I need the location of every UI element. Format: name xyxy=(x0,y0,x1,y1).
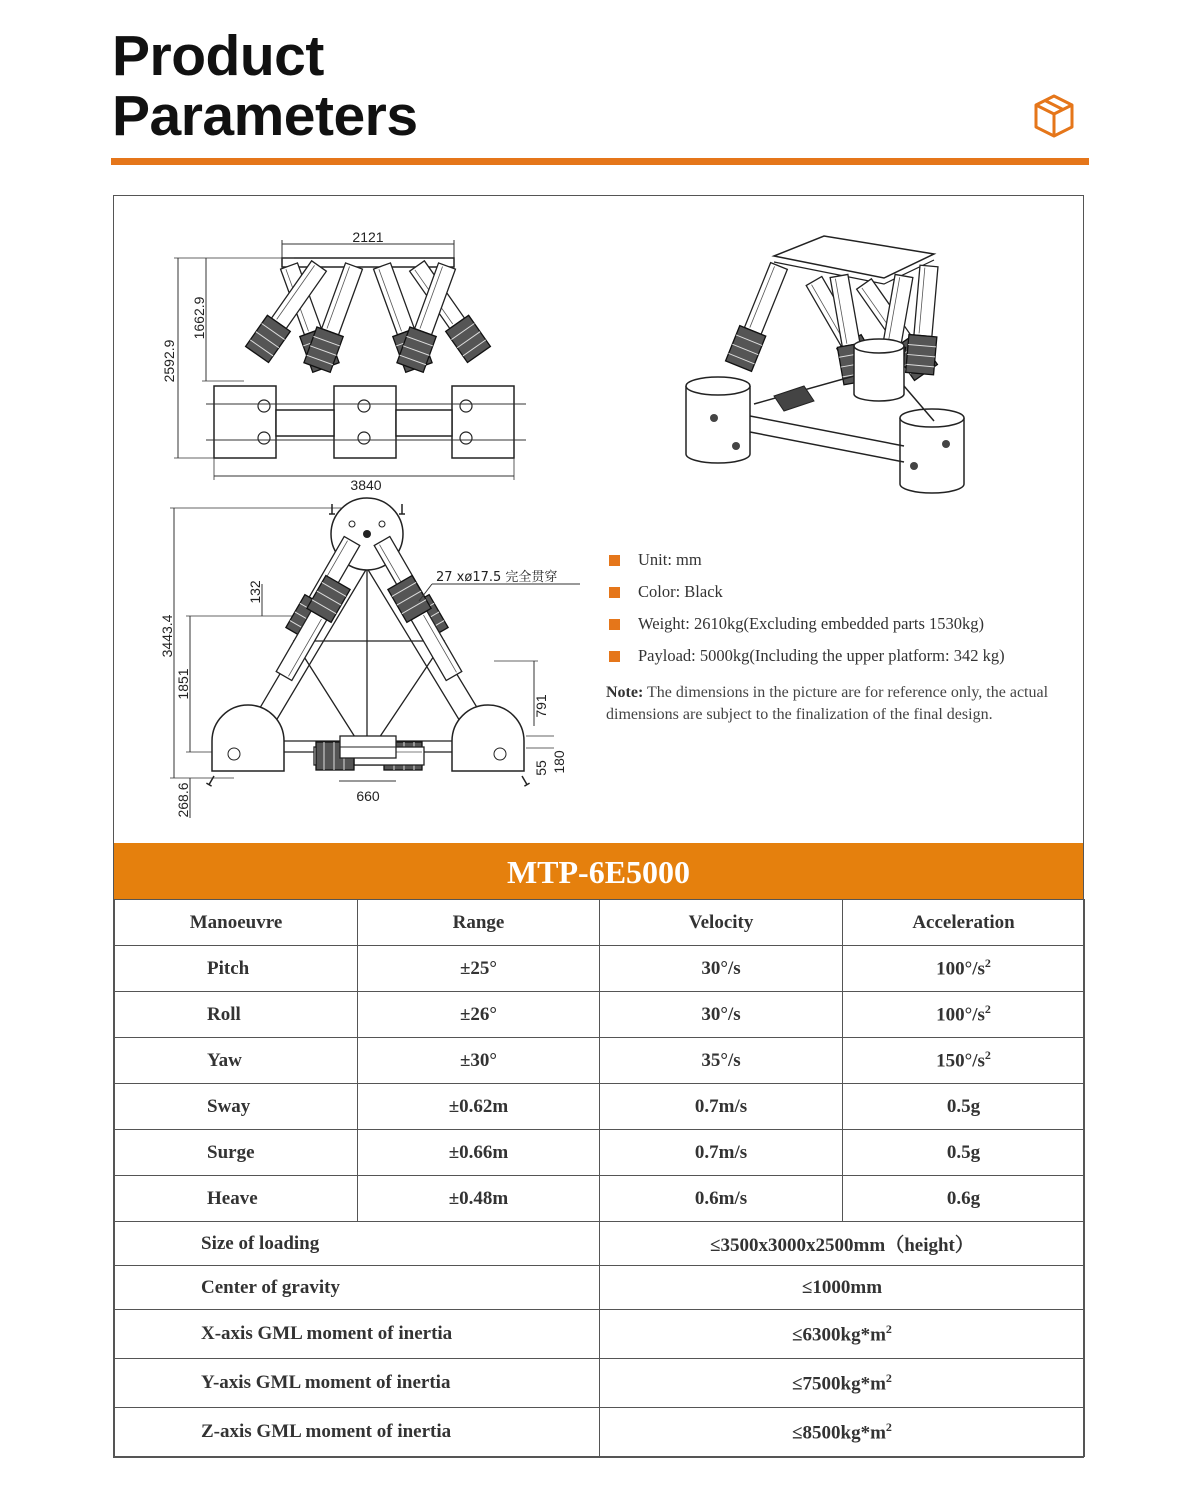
dim-2121: 2121 xyxy=(352,229,384,245)
table-row xyxy=(115,1408,1085,1457)
table-row xyxy=(115,1359,1085,1408)
extra-label: Center of gravity xyxy=(115,1266,600,1310)
extra-value-cell xyxy=(600,1310,1085,1359)
row-range: ±30° xyxy=(358,1038,600,1084)
row-velocity: 35°/s xyxy=(600,1038,843,1084)
table-row xyxy=(115,946,1085,992)
extra-label: Size of loading xyxy=(115,1222,600,1266)
cube-icon xyxy=(1032,93,1076,139)
row-accel: 0.5g xyxy=(843,1130,1085,1176)
extra-value-cell xyxy=(600,1408,1085,1457)
dim-180: 180 xyxy=(551,750,567,774)
extra-value: ≤7500kg*m xyxy=(792,1373,886,1395)
row-accel-sup: 2 xyxy=(984,956,991,971)
row-accel-sup: 2 xyxy=(984,1002,991,1017)
spec-unit: Unit: mm xyxy=(638,550,702,569)
row-name: Yaw xyxy=(115,1038,358,1084)
dim-3840: 3840 xyxy=(350,477,382,493)
bullet-square-icon xyxy=(609,587,620,598)
extra-value-cell xyxy=(600,1359,1085,1408)
technical-drawings xyxy=(114,196,1083,842)
spec-payload: Payload: 5000kg(Including the upper platform: 342 kg) xyxy=(638,646,1005,665)
hole-callout: 27 xø17.5 完全贯穿 xyxy=(436,570,558,585)
header-acceleration: Acceleration xyxy=(843,900,1085,946)
dim-3443-4: 3443.4 xyxy=(159,614,175,658)
row-name: Sway xyxy=(115,1084,358,1130)
dim-268-6: 268.6 xyxy=(175,782,191,818)
row-velocity: 0.6m/s xyxy=(600,1176,843,1222)
table-header-row xyxy=(115,900,1085,946)
table-row xyxy=(115,1038,1085,1084)
dim-2592-9: 2592.9 xyxy=(161,339,177,383)
spec-weight: Weight: 2610kg(Excluding embedded parts 1530kg) xyxy=(638,614,985,633)
spec-item xyxy=(606,612,1086,644)
top-view xyxy=(159,498,580,818)
table-row xyxy=(115,992,1085,1038)
dim-660: 660 xyxy=(356,788,380,804)
isometric-view xyxy=(686,236,964,493)
row-range: ±25° xyxy=(358,946,600,992)
extra-value: ≤1000mm xyxy=(600,1266,1085,1310)
row-velocity: 0.7m/s xyxy=(600,1130,843,1176)
parameters-table xyxy=(114,899,1085,1457)
row-name: Pitch xyxy=(115,946,358,992)
row-accel: 100°/s xyxy=(936,958,985,980)
title-line-1: Product xyxy=(112,24,324,88)
table-row xyxy=(115,1266,1085,1310)
bullet-square-icon xyxy=(609,619,620,630)
row-range: ±0.48m xyxy=(358,1176,600,1222)
row-velocity: 30°/s xyxy=(600,946,843,992)
header-velocity: Velocity xyxy=(600,900,843,946)
row-accel: 100°/s xyxy=(936,1004,985,1026)
row-name: Roll xyxy=(115,992,358,1038)
row-accel: 150°/s xyxy=(936,1050,985,1072)
spec-list xyxy=(606,548,1086,726)
note xyxy=(606,682,1086,726)
table-row xyxy=(115,1084,1085,1130)
table-row xyxy=(115,1176,1085,1222)
dim-1662-9: 1662.9 xyxy=(191,296,207,340)
table-row xyxy=(115,1310,1085,1359)
row-accel: 0.6g xyxy=(843,1176,1085,1222)
row-accel-sup: 2 xyxy=(984,1048,991,1063)
table-row xyxy=(115,1222,1085,1266)
row-accel-cell xyxy=(843,1038,1085,1084)
extra-value-sup: 2 xyxy=(885,1370,892,1385)
header-manoeuvre: Manoeuvre xyxy=(115,900,358,946)
title-line-2: Parameters xyxy=(112,84,418,148)
row-name: Surge xyxy=(115,1130,358,1176)
row-accel-cell xyxy=(843,946,1085,992)
spec-item xyxy=(606,580,1086,612)
extra-value-sup: 2 xyxy=(885,1321,892,1336)
bullet-square-icon xyxy=(609,555,620,566)
front-view xyxy=(161,229,526,493)
dim-132: 132 xyxy=(247,580,263,604)
spec-item xyxy=(606,548,1086,580)
extra-value-sup: 2 xyxy=(885,1419,892,1434)
row-name: Heave xyxy=(115,1176,358,1222)
extra-label: X-axis GML moment of inertia xyxy=(115,1310,600,1359)
note-text: The dimensions in the picture are for reference only, the actual dimensions are subject to the finalization of the final design. xyxy=(606,684,1049,723)
extra-value: ≤6300kg*m xyxy=(792,1324,886,1346)
extra-value: ≤8500kg*m xyxy=(792,1422,886,1444)
dim-791: 791 xyxy=(533,694,549,718)
row-velocity: 30°/s xyxy=(600,992,843,1038)
row-range: ±0.62m xyxy=(358,1084,600,1130)
extra-label: Z-axis GML moment of inertia xyxy=(115,1408,600,1457)
extra-label: Y-axis GML moment of inertia xyxy=(115,1359,600,1408)
spec-color: Color: Black xyxy=(638,582,723,601)
page-title xyxy=(112,26,418,146)
table-row xyxy=(115,1130,1085,1176)
header-range: Range xyxy=(358,900,600,946)
row-range: ±0.66m xyxy=(358,1130,600,1176)
note-label: Note: xyxy=(606,684,644,701)
bullet-square-icon xyxy=(609,651,620,662)
extra-value: ≤3500x3000x2500mm（height） xyxy=(600,1222,1085,1266)
dim-1851: 1851 xyxy=(175,668,191,700)
model-title: MTP-6E5000 xyxy=(114,843,1083,899)
dim-55: 55 xyxy=(533,760,549,776)
row-accel-cell xyxy=(843,992,1085,1038)
spec-item xyxy=(606,644,1086,676)
row-velocity: 0.7m/s xyxy=(600,1084,843,1130)
row-range: ±26° xyxy=(358,992,600,1038)
header-rule xyxy=(111,158,1089,165)
row-accel: 0.5g xyxy=(843,1084,1085,1130)
